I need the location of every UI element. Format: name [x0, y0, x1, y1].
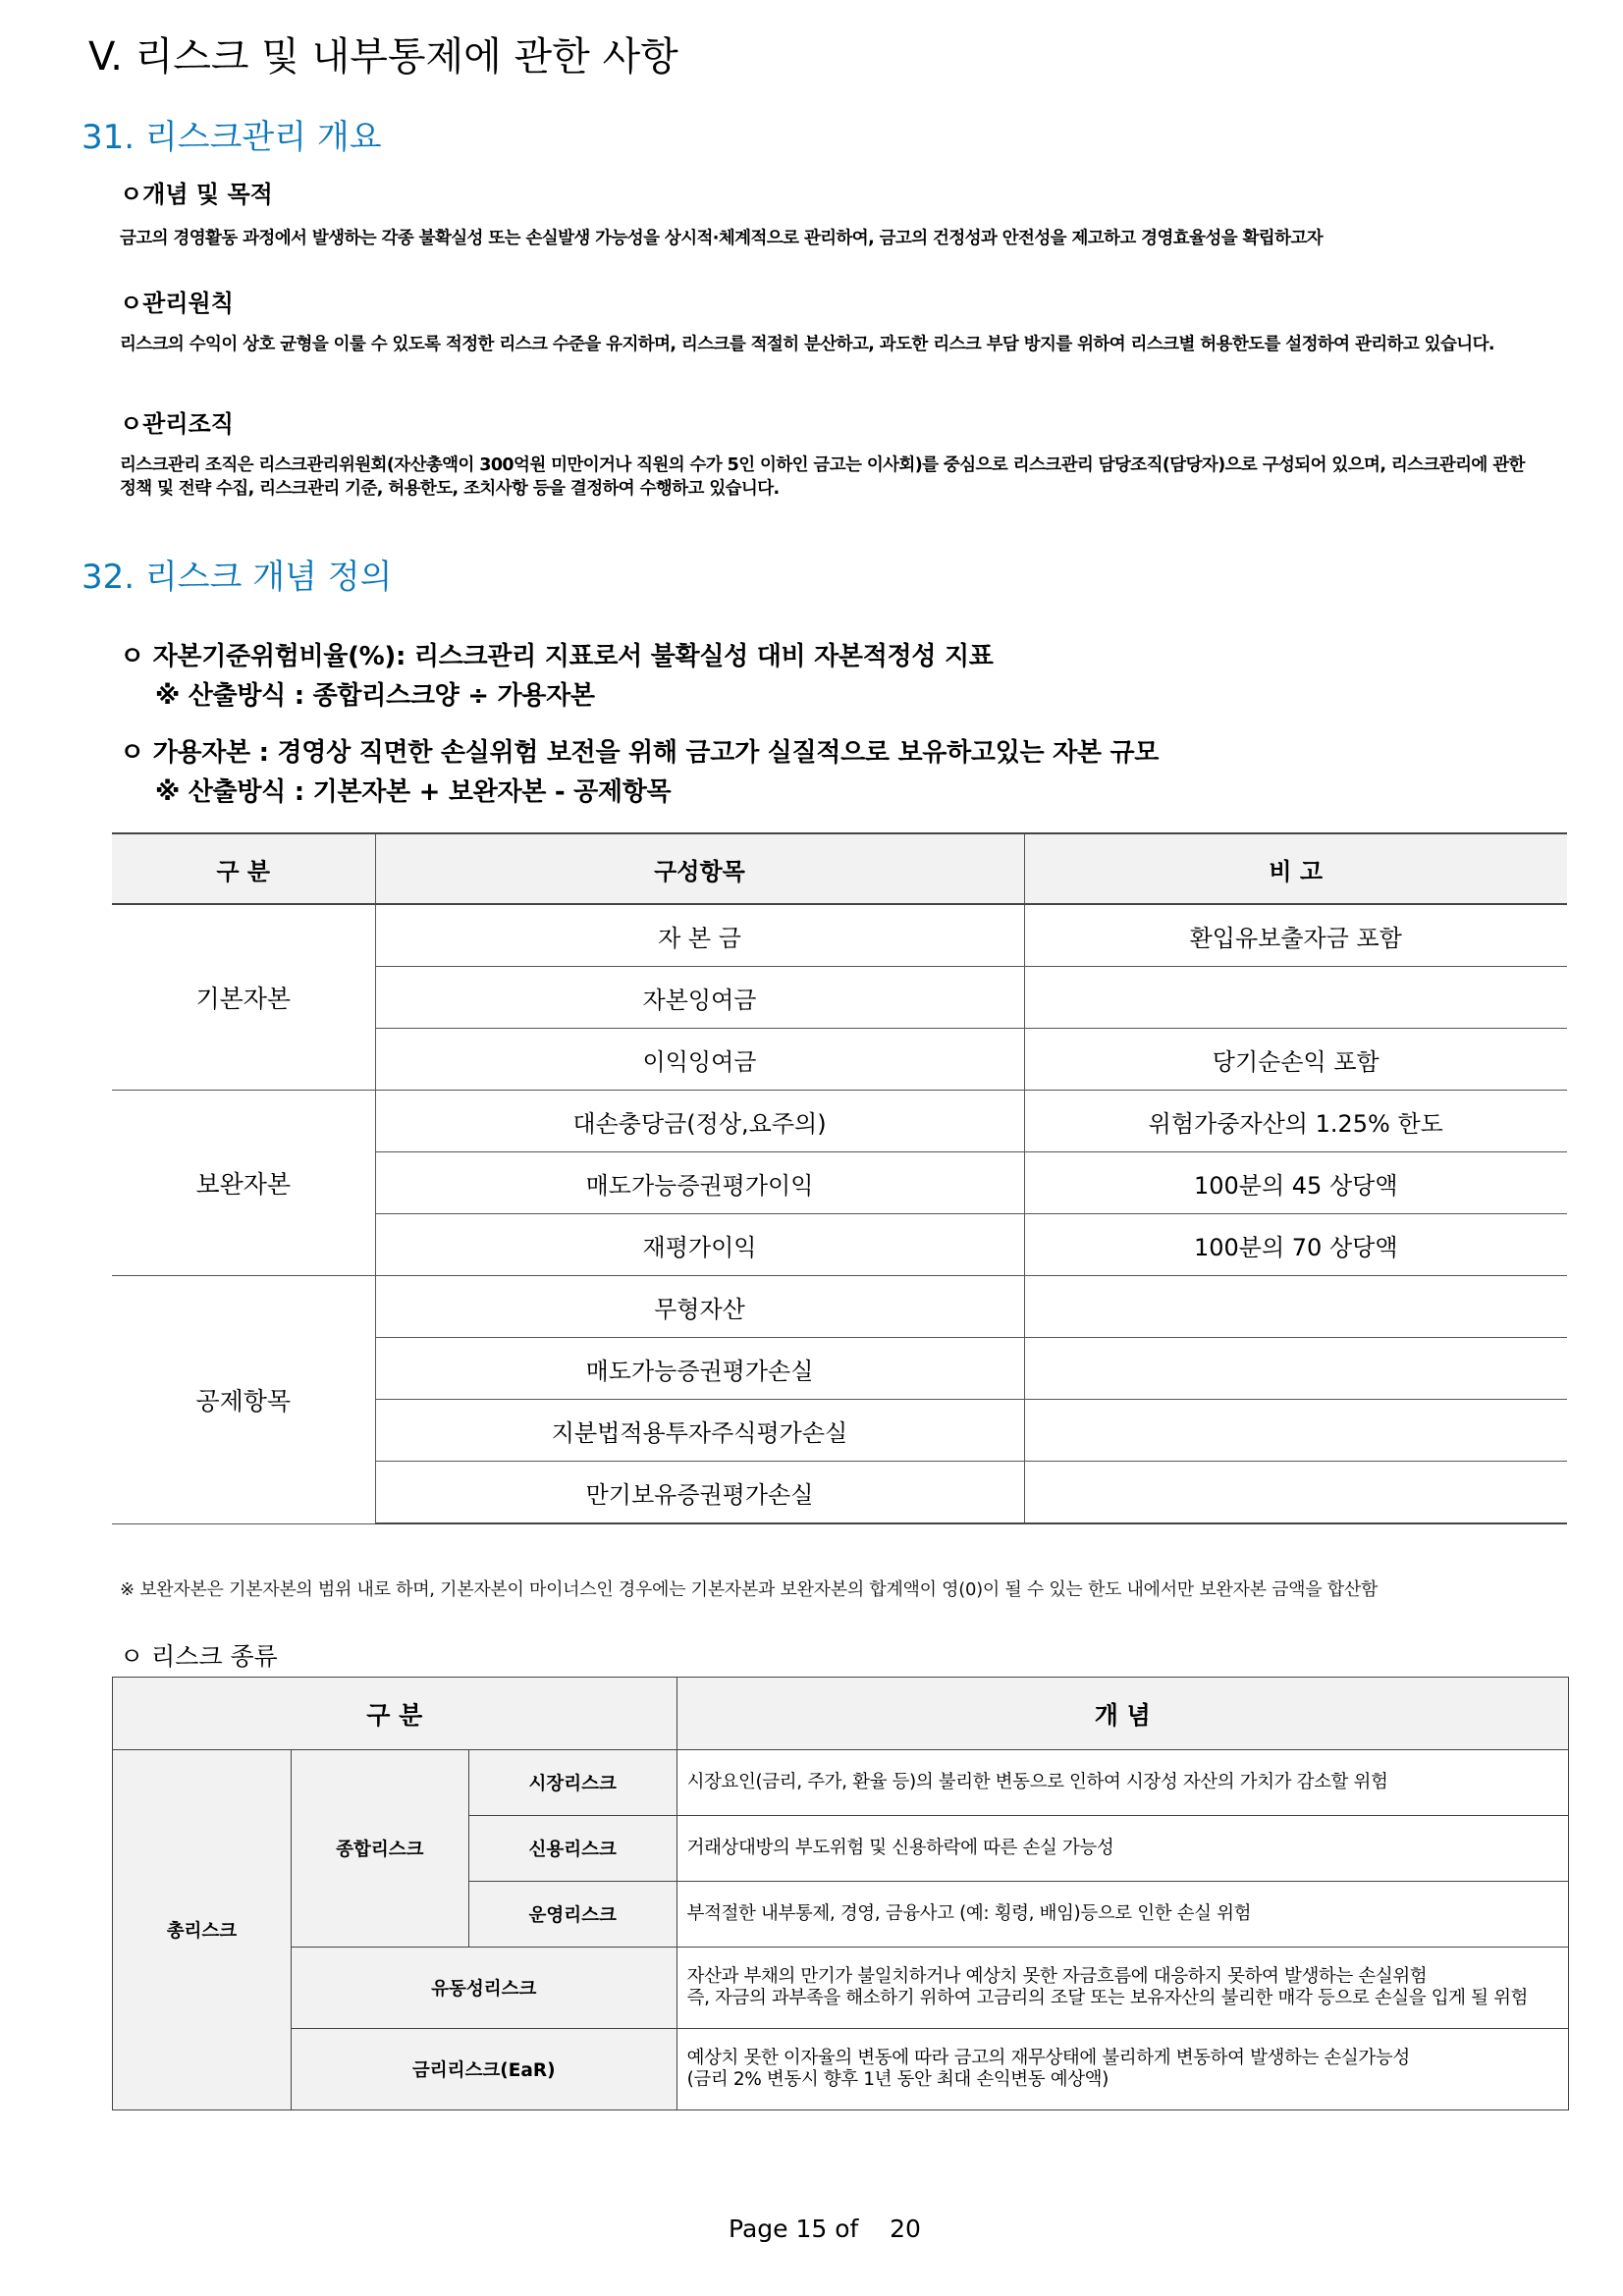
risk-types-heading: ㅇ 리스크 종류: [120, 1642, 278, 1671]
component-cell: 자 본 금: [375, 904, 1024, 967]
paragraph-purpose: 금고의 경영활동 과정에서 발생하는 각종 불확실성 또는 손실발생 가능성을 상시적·체계적으로 관리하여, 금고의 건정성과 안전성을 제고하고 경영효율성을 확립하고자: [120, 229, 1324, 248]
component-cell: 재평가이익: [375, 1214, 1024, 1276]
group-supplementary-capital: 보완자본: [112, 1091, 375, 1276]
remark-cell: 100분의 70 상당액: [1024, 1214, 1567, 1276]
interest-rate-risk-line-2: (금리 2% 변동시 향후 1년 동안 최대 손익변동 예상액): [686, 2069, 1109, 2090]
paragraph-principle: 리스크의 수익이 상호 균형을 이룰 수 있도록 적정한 리스크 수준을 유지하며, 리스크를 적절히 분산하고, 과도한 리스크 부담 방지를 위하여 리스크별 허용한도를 설정하여 관리하고 있습니다.: [120, 335, 1494, 354]
chapter-title: V. 리스크 및 내부통제에 관한 사항: [88, 34, 678, 80]
table-header-row: [112, 833, 1567, 904]
header-remarks: 비 고: [1024, 833, 1567, 904]
group-basic-capital: 기본자본: [112, 904, 375, 1091]
header-category: 구 분: [113, 1678, 677, 1750]
component-cell: 대손충당금(정상,요주의): [375, 1091, 1024, 1152]
page-number: Page 15 of 20: [729, 2215, 921, 2243]
note-available-capital-formula: ※ 산출방식 : 기본자본 + 보완자본 - 공제항목: [155, 777, 672, 807]
credit-risk-description: 거래상대방의 부도위험 및 신용하락에 따른 손실 가능성: [676, 1816, 1568, 1882]
header-concept: 개 념: [676, 1678, 1568, 1750]
table-row: [112, 1091, 1567, 1152]
liquidity-risk-cell: 유동성리스크: [291, 1948, 676, 2029]
interest-rate-risk-description: [676, 2029, 1568, 2110]
paragraph-organization: 리스크관리 조직은 리스크관리위원회(자산총액이 300억원 미만이거나 직원의 수가 5인 이하인 금고는 이사회)를 중심으로 리스크관리 담당조직(담당자)으로 구성되어 있으며, 리스크관리에 관한 정책 및 전략 수집, 리스크관리 기준, 허용한도, 조치사항 등을 결정하여 수행하고 있습니다.: [120, 455, 1525, 499]
interest-rate-risk-line-1: 예상치 못한 이자율의 변동에 따라 금고의 재무상태에 불리하게 변동하여 발생하는 손실가능성: [686, 2048, 1410, 2068]
component-cell: 만기보유증권평가손실: [375, 1462, 1024, 1524]
risk-types-table: [112, 1677, 1569, 2110]
capital-composition-table: [112, 832, 1567, 1524]
remark-cell: [1024, 1462, 1567, 1524]
remark-cell: [1024, 1338, 1567, 1400]
table-row: [113, 2029, 1569, 2110]
liquidity-risk-line-2: 즉, 자금의 과부족을 해소하기 위하여 고금리의 조달 또는 보유자산의 불리한 매각 등으로 손실을 입게 될 위험: [686, 1988, 1529, 2008]
market-risk-cell: 시장리스크: [468, 1750, 676, 1816]
table-row: [112, 1276, 1567, 1338]
liquidity-risk-line-1: 자산과 부채의 만기가 불일치하거나 예상치 못한 자금흐름에 대응하지 못하여 발생하는 손실위험: [686, 1966, 1428, 1987]
table-header-row: [113, 1678, 1569, 1750]
heading-principle: ㅇ관리원칙: [120, 290, 234, 317]
remark-cell: 당기순손익 포함: [1024, 1029, 1567, 1091]
section-title-32: 32. 리스크 개념 정의: [81, 558, 393, 597]
component-cell: 자본잉여금: [375, 967, 1024, 1029]
remark-cell: [1024, 1400, 1567, 1462]
operational-risk-cell: 운영리스크: [468, 1882, 676, 1948]
remark-cell: 100분의 45 상당액: [1024, 1152, 1567, 1214]
heading-purpose: ㅇ개념 및 목적: [120, 181, 273, 208]
remark-cell: [1024, 1276, 1567, 1338]
header-category: 구 분: [112, 833, 375, 904]
component-cell: 무형자산: [375, 1276, 1024, 1338]
group-deductions: 공제항목: [112, 1276, 375, 1524]
credit-risk-cell: 신용리스크: [468, 1816, 676, 1882]
section-title-31: 31. 리스크관리 개요: [81, 118, 382, 157]
component-cell: 매도가능증권평가이익: [375, 1152, 1024, 1214]
market-risk-description: 시장요인(금리, 주가, 환율 등)의 불리한 변동으로 인하여 시장성 자산의 가치가 감소할 위험: [676, 1750, 1568, 1816]
remark-cell: 위험가중자산의 1.25% 한도: [1024, 1091, 1567, 1152]
remark-cell: [1024, 967, 1567, 1029]
composite-risk-cell: 종합리스크: [291, 1750, 468, 1948]
operational-risk-description: 부적절한 내부통제, 경영, 금융사고 (예: 횡령, 배임)등으로 인한 손실 위험: [676, 1882, 1568, 1948]
bullet-available-capital: ㅇ 가용자본 : 경영상 직면한 손실위험 보전을 위해 금고가 실질적으로 보유하고있는 자본 규모: [120, 738, 1160, 768]
component-cell: 지분법적용투자주식평가손실: [375, 1400, 1024, 1462]
component-cell: 매도가능증권평가손실: [375, 1338, 1024, 1400]
interest-rate-risk-cell: 금리리스크(EaR): [291, 2029, 676, 2110]
table-row: [112, 904, 1567, 967]
table-row: [113, 1750, 1569, 1816]
bullet-capital-ratio: ㅇ 자본기준위험비율(%): 리스크관리 지표로서 불확실성 대비 자본적정성 지표: [120, 642, 994, 671]
component-cell: 이익잉여금: [375, 1029, 1024, 1091]
capital-footnote: ※ 보완자본은 기본자본의 범위 내로 하며, 기본자본이 마이너스인 경우에는 기본자본과 보완자본의 합계액이 영(0)이 될 수 있는 한도 내에서만 보완자본 금액을 합산함: [120, 1579, 1379, 1600]
total-risk-cell: 총리스크: [113, 1750, 292, 2110]
note-capital-ratio-formula: ※ 산출방식 : 종합리스크양 ÷ 가용자본: [155, 681, 595, 711]
liquidity-risk-description: [676, 1948, 1568, 2029]
header-components: 구성항목: [375, 833, 1024, 904]
table-row: [113, 1948, 1569, 2029]
remark-cell: 환입유보출자금 포함: [1024, 904, 1567, 967]
heading-organization: ㅇ관리조직: [120, 410, 234, 438]
